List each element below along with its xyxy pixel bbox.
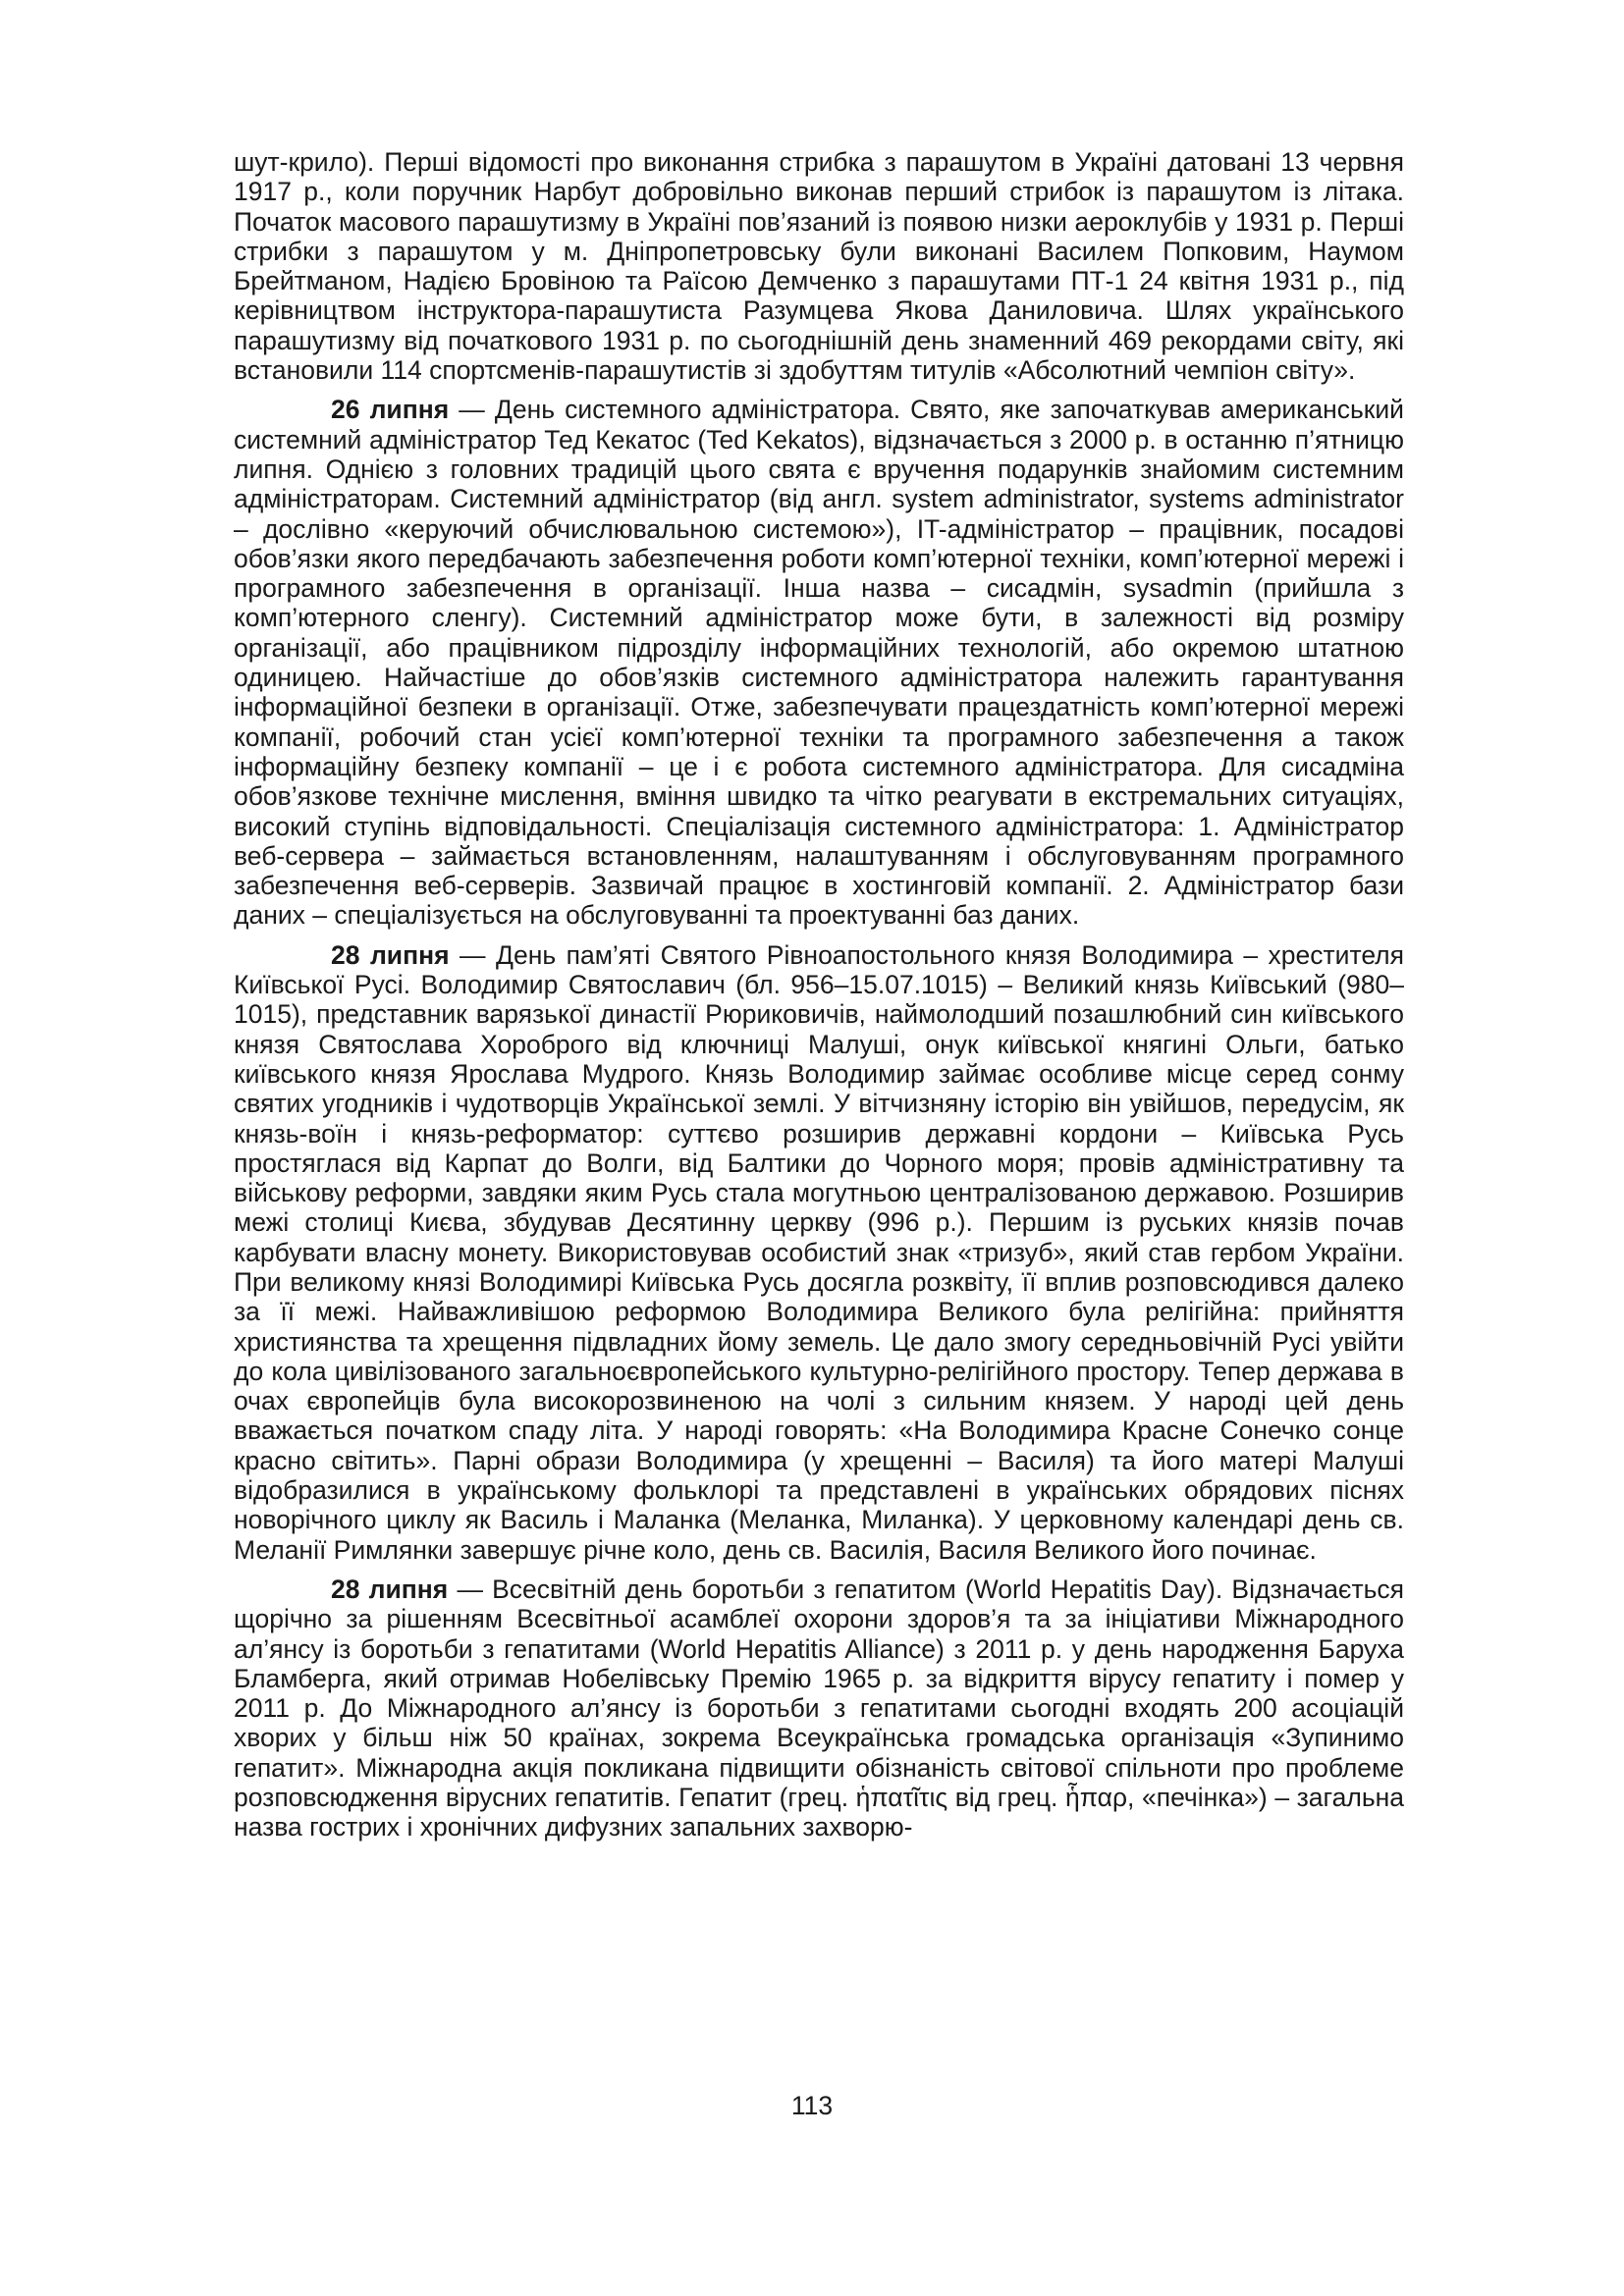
entry-text: — Всесвітній день боротьби з гепатитом (World Hepatitis Day). Відзначається щорічно за рішенням Всесвітньої асамблеї охорони здоров’я та за ініціативи Міжнародного ал’янсу із боротьби з гепатитами (World Hepatitis Alliance) з 2011 р. у день народження Баруха Бламберга, який отримав Нобелівську Премію 1965 р. за відкриття вірусу гепатиту і помер у 2011 р. До Міжнародного ал’янсу із боротьби з гепатитами сьогодні входять 200 асоціацій хворих у більш ніж 50 країнах, зокрема Всеукраїнська громадська організація «Зупинимо гепатит». Міжнародна акція покликана підвищити обізнаність світової спільноти про проблеме розповсюдження вірусних гепатитів. Гепатит (грец. ἡπατῖτις від грец. ἧπαρ, «печінка») – загальна назва гострих і хронічних дифузних запальних захворю- — [234, 1574, 1404, 1842]
entry-date: 28 липня — [331, 1574, 449, 1604]
entry-text: — День пам’яті Святого Рівноапостольного князя Володимира – хрестителя Київської Русі. Володимир Святославич (бл. 956–15.07.1015) – Великий князь Київський (980–1015), представник варязької династії Рюриковичів, наймолодший позашлюбний син київського князя Святослава Хороброго від ключниці Малуші, онук київської княгині Ольги, батько київського князя Ярослава Мудрого. Князь Володимир займає особливе місце серед сонму святих угодників і чудотворців Української землі. У вітчизняну історію він увійшов, передусім, як князь-воїн і князь-реформатор: суттєво розширив державні кордони – Київська Русь простяглася від Карпат до Волги, від Балтики до Чорного моря; провів адміністративну та військову реформи, завдяки яким Русь стала могутньою централізованою державою. Розширив межі столиці Києва, збудував Десятинну церкву (996 р.). Першим із руських князів почав карбувати власну монету. Використовував особистий знак «тризуб», який став гербом України. При великому князі Володимирі Київська Русь досягла розквіту, її вплив розповсюдився далеко за її межі. Найважливішою реформою Володимира Великого була релігійна: прийняття християнства та хрещення підвладних йому земель. Це дало змогу середньовічній Русі увійти до кола цивілізованого загальноєвропейського культурно-релігійного простору. Тепер держава в очах європейців була високорозвиненою на чолі з сильним князем. У народі цей день вважається початком спаду літа. У народі говорять: «На Володимира Красне Сонечко сонце красно світить». Парні образи Володимира (у хрещенні – Василя) та його матері Малуші відобразилися в українському фольклорі та представлені в українських обрядових піснях новорічного циклу як Василь і Маланка (Меланка, Миланка). У церковному календарі день св. Меланії Римлянки завершує річне коло, день св. Василія, Василя Великого його починає. — [234, 939, 1404, 1565]
entry-date: 26 липня — [331, 395, 450, 425]
intro-paragraph: шут-крило). Перші відомості про виконання стрибка з парашутом в Україні датовані 13 червня 1917 р., коли поручник Нарбут добровільно виконав перший стрибок із парашутом із літака. Початок масового парашутизму в Україні пов’язаний із появою низки аероклубів у 1931 р. Перші стрибки з парашутом у м. Дніпропетровську були виконані Василем Попковим, Наумом Брейтманом, Надією Бровіною та Раїсою Демченко з парашутами ПТ-1 24 квітня 1931 р., під керівництвом інструктора-парашутиста Разумцева Якова Даниловича. Шлях українського парашутизму від початкового 1931 р. по сьогоднішній день знаменний 469 рекордами світу, які встановили 114 спортсменів-парашутистів зі здобуттям титулів «Абсолютний чемпіон світу». — [234, 147, 1404, 386]
entry-volodymyr-day — [234, 940, 1404, 1565]
page-body — [234, 147, 1404, 1852]
entry-sysadmin-day — [234, 395, 1404, 930]
entry-date: 28 липня — [331, 939, 450, 970]
page-number: 113 — [790, 2091, 834, 2120]
entry-hepatitis-day — [234, 1575, 1404, 1842]
entry-text: — День системного адміністратора. Свято, яке започаткував американський системний адміністратор Тед Кекатос (Ted Kekatos), відзначається з 2000 р. в останню п’ятницю липня. Однією з головних традицій цього свята є вручення подарунків знайомим системним адміністраторам. Системний адміністратор (від англ. system administrator, systems administrator – дослівно «керуючий обчислювальною системою»), IT-адміністратор – працівник, посадові обов’язки якого передбачають забезпечення роботи комп’ютерної техніки, комп’ютерної мережі і програмного забезпечення в організації. Інша назва – сисадмін, sysadmin (прийшла з комп’ютерного сленгу). Системний адміністратор може бути, в залежності від розміру організації, або працівником підрозділу інформаційних технологій, або окремою штатною одиницею. Найчастіше до обов’язків системного адміністратора належить гарантування інформаційної безпеки в організації. Отже, забезпечувати працездатність комп’ютерної мережі компанії, робочий стан усієї комп’ютерної техніки та програмного забезпечення а також інформаційну безпеку компанії – це і є робота системного адміністратора. Для сисадміна обов’язкове технічне мислення, вміння швидко та чітко реагувати в екстремальних ситуаціях, високий ступінь відповідальності. Спеціалізація системного адміністратора: 1. Адміністратор веб-сервера – займається встановленням, налаштуванням і обслуговуванням програмного забезпечення веб-серверів. Зазвичай працює в хостинговій компанії. 2. Адміністратор бази даних – спеціалізується на обслуговуванні та проектуванні баз даних. — [234, 395, 1404, 931]
